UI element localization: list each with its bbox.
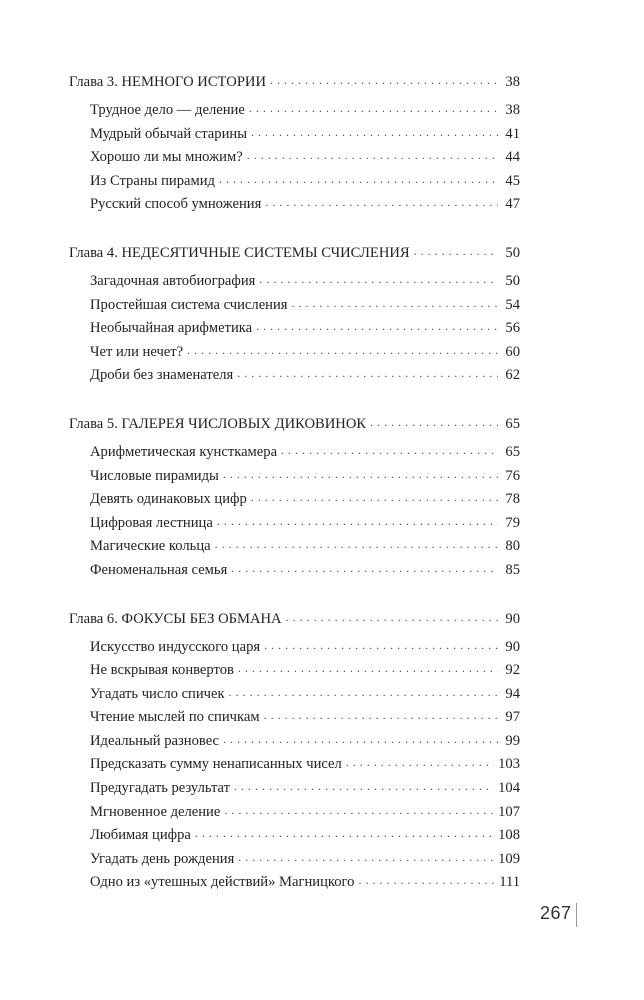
entry-page: 80 [505, 538, 520, 555]
chapter-6 [69, 608, 520, 896]
toc-entry[interactable] [69, 535, 520, 559]
leader-dots [259, 270, 498, 285]
chapter-heading[interactable] [69, 242, 520, 268]
entry-page: 62 [505, 367, 520, 384]
entry-page: 54 [505, 296, 520, 313]
leader-dots [370, 413, 498, 428]
chapter-heading[interactable] [69, 71, 520, 97]
page-number: 267 [540, 903, 572, 923]
entry-page: 45 [505, 172, 520, 189]
entry-page: 111 [499, 874, 520, 891]
entry-title: Не вскрывая конвертов [90, 662, 234, 679]
entry-title: Угадать число спичек [90, 685, 225, 702]
entry-title: Трудное дело — деление [90, 102, 245, 118]
entry-page: 85 [505, 561, 520, 578]
table-of-contents [69, 71, 520, 920]
leader-dots [195, 825, 494, 840]
entry-title: Хорошо ли мы множим? [90, 149, 243, 166]
entry-page: 79 [505, 514, 520, 531]
entry-title: Простейшая система счисления [90, 296, 288, 313]
toc-entry[interactable] [69, 753, 520, 777]
toc-entry[interactable] [69, 294, 520, 318]
chapter-title: Глава 3. НЕМНОГО ИСТОРИИ [69, 74, 267, 90]
entry-page: 56 [505, 320, 520, 337]
leader-dots [251, 489, 498, 504]
entry-title: Чет или нечет? [90, 343, 184, 360]
leader-dots [264, 707, 498, 722]
chapter-4 [69, 242, 520, 388]
entry-title: Числовые пирамиды [90, 467, 219, 484]
toc-entry[interactable] [69, 317, 520, 341]
toc-entry[interactable] [69, 848, 520, 872]
leader-dots [231, 559, 498, 574]
entry-page: 92 [505, 662, 520, 679]
leader-dots [238, 848, 494, 863]
toc-entry[interactable] [69, 488, 520, 512]
entry-title: Угадать день рождения [90, 850, 235, 867]
chapter-page: 90 [505, 610, 520, 627]
entry-page: 103 [498, 756, 520, 773]
leader-dots [219, 170, 498, 185]
toc-entry[interactable] [69, 777, 520, 801]
leader-dots [256, 318, 498, 333]
entry-title: Феноменальная семья [90, 561, 228, 578]
entry-title: Мудрый обычай старины [90, 125, 248, 142]
chapter-page: 50 [505, 244, 520, 261]
entry-page: 104 [498, 780, 520, 797]
chapter-3 [69, 71, 520, 217]
entry-title: Цифровая лестница [90, 514, 213, 531]
leader-dots [215, 536, 498, 551]
toc-entry[interactable] [69, 824, 520, 848]
entry-page: 107 [498, 803, 520, 820]
toc-entry[interactable] [69, 559, 520, 583]
entry-title: Необычайная арифметика [90, 320, 253, 337]
chapter-page: 38 [505, 74, 520, 90]
chapter-heading[interactable] [69, 608, 520, 634]
chapter-heading[interactable] [69, 413, 520, 439]
toc-entry[interactable] [69, 512, 520, 536]
entry-title: Из Страны пирамид [90, 172, 215, 189]
entry-page: 41 [505, 125, 520, 142]
toc-entry[interactable] [69, 193, 520, 217]
chapter-page: 65 [505, 415, 520, 432]
entry-title: Арифметическая кунсткамера [90, 443, 278, 460]
entry-title: Чтение мыслей по спичкам [90, 709, 260, 726]
chapter-title: Глава 4. НЕДЕСЯТИЧНЫЕ СИСТЕМЫ СЧИСЛЕНИЯ [69, 244, 410, 261]
toc-entry[interactable] [69, 706, 520, 730]
toc-entry[interactable] [69, 683, 520, 707]
leader-dots [237, 365, 498, 380]
entry-title: Любимая цифра [90, 827, 191, 844]
leader-dots [224, 801, 494, 816]
leader-dots [247, 147, 498, 162]
entry-page: 99 [505, 732, 520, 749]
entry-page: 65 [505, 443, 520, 460]
entry-title: Искусство индусского царя [90, 638, 261, 655]
entry-page: 90 [505, 638, 520, 655]
leader-dots [251, 123, 498, 138]
leader-dots [264, 636, 498, 651]
leader-dots [223, 730, 498, 745]
leader-dots [286, 608, 498, 623]
toc-entry[interactable] [69, 465, 520, 489]
entry-title: Загадочная автобиография [90, 272, 256, 289]
leader-dots [234, 777, 494, 792]
toc-entry[interactable] [69, 99, 520, 123]
leader-dots [187, 341, 498, 356]
entry-page: 76 [505, 467, 520, 484]
toc-entry[interactable] [69, 659, 520, 683]
entry-page: 50 [505, 272, 520, 289]
leader-dots [223, 465, 498, 480]
leader-dots [414, 242, 498, 257]
toc-entry[interactable] [69, 364, 520, 388]
entry-page: 97 [505, 709, 520, 726]
entry-page: 44 [505, 149, 520, 166]
entry-title: Идеальный разновес [90, 732, 220, 749]
chapter-5 [69, 413, 520, 583]
leader-dots [238, 660, 498, 675]
entry-page: 109 [498, 850, 520, 867]
entry-page: 60 [505, 343, 520, 360]
toc-entry[interactable] [69, 871, 520, 895]
entry-page: 94 [505, 685, 520, 702]
leader-dots [270, 71, 498, 86]
leader-dots [217, 512, 498, 527]
chapter-title: Глава 5. ГАЛЕРЕЯ ЧИСЛОВЫХ ДИКОВИНОК [69, 415, 367, 432]
entry-page: 38 [505, 102, 520, 118]
leader-dots [346, 754, 494, 769]
entry-title: Дроби без знаменателя [90, 367, 234, 384]
entry-title: Русский способ умножения [90, 196, 262, 213]
toc-entry[interactable] [69, 636, 520, 660]
toc-entry[interactable] [69, 270, 520, 294]
leader-dots [229, 683, 498, 698]
leader-dots [281, 441, 498, 456]
entry-title: Девять одинаковых цифр [90, 491, 247, 508]
toc-entry[interactable] [69, 170, 520, 194]
toc-entry[interactable] [69, 801, 520, 825]
entry-title: Одно из «утешных действий» Магницкого [90, 874, 355, 891]
toc-entry[interactable] [69, 441, 520, 465]
toc-entry[interactable] [69, 146, 520, 170]
leader-dots [358, 872, 495, 887]
entry-title: Предугадать результат [90, 780, 230, 797]
entry-title: Магические кольца [90, 538, 211, 555]
page-number-divider [576, 903, 577, 927]
leader-dots [292, 294, 498, 309]
toc-entry[interactable] [69, 341, 520, 365]
entry-title: Предсказать сумму ненаписанных чисел [90, 756, 342, 773]
entry-page: 108 [498, 827, 520, 844]
leader-dots [265, 194, 498, 209]
entry-page: 47 [505, 196, 520, 213]
entry-page: 78 [505, 491, 520, 508]
entry-title: Мгновенное деление [90, 803, 221, 820]
toc-entry[interactable] [69, 123, 520, 147]
leader-dots [249, 99, 498, 114]
chapter-title: Глава 6. ФОКУСЫ БЕЗ ОБМАНА [69, 610, 282, 627]
toc-entry[interactable] [69, 730, 520, 754]
